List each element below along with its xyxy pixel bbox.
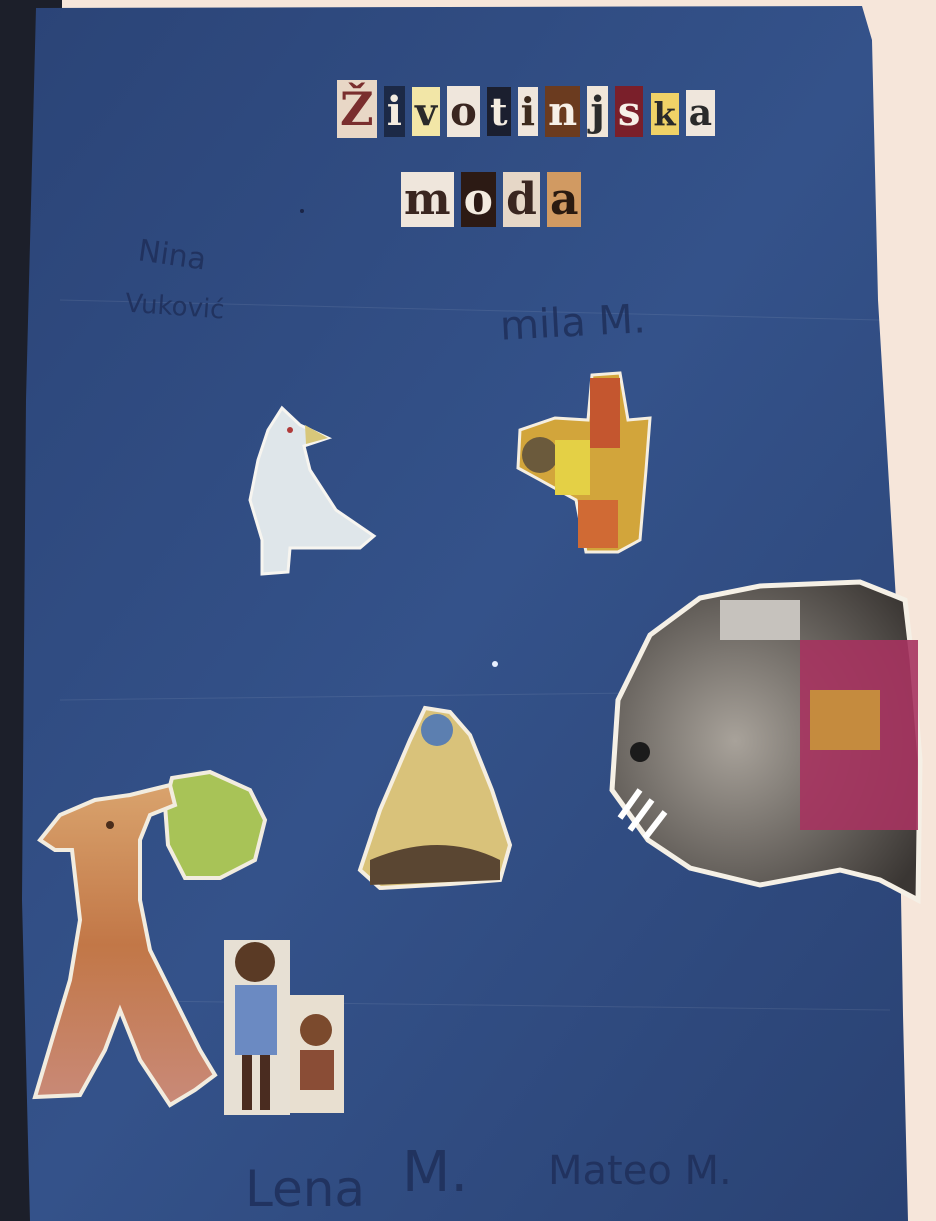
title-letter: k bbox=[651, 93, 679, 135]
title-letter: i bbox=[384, 86, 405, 137]
signature-m: M. bbox=[402, 1140, 469, 1205]
title-line-1 bbox=[336, 80, 716, 138]
title-letter: d bbox=[503, 172, 540, 227]
title-letter: j bbox=[587, 86, 607, 137]
title-line-2 bbox=[400, 172, 582, 227]
title-letter: n bbox=[545, 86, 580, 137]
title-letter: Ž bbox=[337, 80, 377, 138]
green-blob-cutout bbox=[165, 772, 265, 878]
paper-speck bbox=[492, 661, 498, 667]
title-letter: o bbox=[461, 172, 496, 227]
signature-mateo: Mateo M. bbox=[548, 1148, 732, 1194]
paper-speck bbox=[300, 209, 304, 213]
signature-mila: mila M. bbox=[498, 296, 647, 350]
signature-vukovic: Vuković bbox=[124, 288, 226, 326]
title-letter: i bbox=[518, 87, 538, 136]
title-letter: a bbox=[547, 172, 582, 227]
signature-lena: Lena bbox=[245, 1160, 366, 1218]
title-letter: o bbox=[447, 86, 480, 137]
signature-nina: Nina bbox=[135, 233, 209, 278]
title-letter: m bbox=[401, 172, 454, 227]
title-letter: v bbox=[412, 87, 440, 136]
title-letter: s bbox=[615, 86, 644, 137]
title-letter: t bbox=[487, 87, 511, 136]
title-letter: a bbox=[686, 90, 715, 136]
